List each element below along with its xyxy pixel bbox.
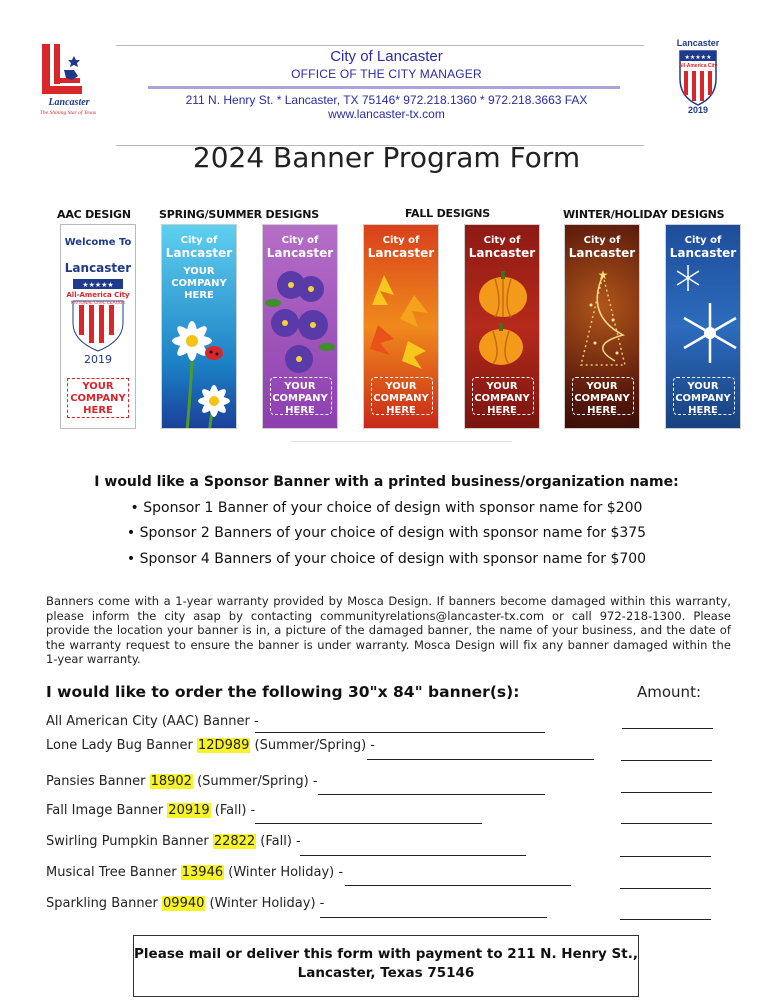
row-pansies-code: 18902 xyxy=(150,774,192,789)
fall-name-text: Lancaster xyxy=(367,246,435,260)
ladybug-yours-3: HERE xyxy=(184,290,214,301)
fall-yours-3: HERE xyxy=(386,405,416,416)
tree-yours-2: COMPANY xyxy=(574,393,630,404)
amount-line-fall[interactable] xyxy=(621,823,712,824)
row-sparkling-pre: Sparkling Banner xyxy=(46,896,163,911)
tree-name-text: Lancaster xyxy=(568,246,636,260)
header-divider xyxy=(148,86,620,89)
row-sparkling-code: 09940 xyxy=(163,896,205,911)
ladybug-yours-2: COMPANY xyxy=(171,278,227,289)
pumpkin-yours-1: YOUR xyxy=(486,381,518,392)
pumpkin-name-text: Lancaster xyxy=(468,246,536,260)
amount-line-pumpkin[interactable] xyxy=(620,856,711,857)
row-fall-post: (Fall) - xyxy=(210,803,256,818)
logo-tagline: The Shining Star of Texas xyxy=(39,110,97,116)
amount-heading: Amount: xyxy=(637,683,701,701)
label-spring-summer: SPRING/SUMMER DESIGNS xyxy=(159,208,319,221)
fall-company-box xyxy=(371,377,433,415)
row-aac-label: All American City (AAC) Banner - xyxy=(46,714,259,729)
banner-musical-tree[interactable] xyxy=(564,224,640,429)
row-fall-pre: Fall Image Banner xyxy=(46,803,168,818)
sparkling-yours-3: HERE xyxy=(688,405,718,416)
aac-yours-3: HERE xyxy=(83,405,113,416)
ladybug-city-text: City of xyxy=(180,235,218,246)
row-tree-pre: Musical Tree Banner xyxy=(46,865,181,880)
sponsor-heading: I would like a Sponsor Banner with a printed business/organization name: xyxy=(94,474,679,490)
label-fall: FALL DESIGNS xyxy=(405,207,491,220)
pansies-company-box xyxy=(270,377,332,415)
daisy-ladybug-icon xyxy=(162,301,237,429)
order-line-pansies[interactable] xyxy=(318,794,545,795)
snowflake-icon xyxy=(666,261,741,381)
aac-yours xyxy=(61,381,135,417)
all-america-city-logo xyxy=(672,38,724,118)
pumpkin-company-box xyxy=(472,377,534,415)
sponsor-option-2: • Sponsor 2 Banners of your choice of design with sponsor name for $375 xyxy=(126,525,647,541)
row-tree-post: (Winter Holiday) - xyxy=(224,865,344,880)
logo-name: Lancaster xyxy=(48,97,90,108)
sparkling-yours-2: COMPANY xyxy=(675,393,731,404)
pansies-yours-2: COMPANY xyxy=(272,393,328,404)
order-row-aac xyxy=(46,714,259,729)
ladybug-name-text: Lancaster xyxy=(165,246,233,260)
row-fall-code: 20919 xyxy=(168,803,210,818)
pansy-flowers-icon xyxy=(263,263,338,383)
sparkling-city-text: City of xyxy=(684,235,722,246)
aac-name: Lancaster xyxy=(64,261,132,275)
order-line-lady-bug[interactable] xyxy=(367,759,594,760)
row-sparkling-post: (Winter Holiday) - xyxy=(205,896,325,911)
mail-instructions-box xyxy=(133,935,639,997)
sparkling-yours-1: YOUR xyxy=(687,381,719,392)
pumpkin-icon xyxy=(465,265,540,375)
order-line-pumpkin[interactable] xyxy=(300,855,526,856)
pumpkin-city-text: City of xyxy=(483,235,521,246)
aac-award: All-America City xyxy=(66,291,130,299)
label-aac-design: AAC DESIGN xyxy=(57,208,131,221)
amount-line-aac[interactable] xyxy=(622,728,713,729)
pumpkin-yours-3: HERE xyxy=(487,405,517,416)
order-heading: I would like to order the following 30"x 84" banner(s): xyxy=(46,683,520,701)
pansies-name-text: Lancaster xyxy=(266,246,334,260)
banner-fall-image[interactable] xyxy=(363,224,439,429)
order-row-fall xyxy=(46,803,255,818)
tree-company-box xyxy=(572,377,634,415)
order-line-sparkling[interactable] xyxy=(320,917,547,918)
row-pumpkin-post: (Fall) - xyxy=(256,834,301,849)
header-address: 211 N. Henry St. * Lancaster, TX 75146* 972.218.1360 * 972.218.3663 FAX xyxy=(185,93,588,107)
warranty-paragraph: Banners come with a 1-year warranty provided by Mosca Design. If banners become damaged within this warranty, please inform the city asap by contacting communityrelations@lancaster-tx.com or call 972-218-1300. Please provide the location your banner is in, a picture of the damaged banner, the name of your business, and the date of the warranty request to ensure the banner is under warranty. Mosca Design will fix any banner damaged within the 1-year warranty. xyxy=(46,594,731,667)
pumpkin-yours-2: COMPANY xyxy=(474,393,530,404)
order-row-tree xyxy=(46,865,343,880)
banner-pansies[interactable] xyxy=(262,224,338,429)
sparkling-company-box xyxy=(673,377,735,415)
banner-lady-bug[interactable] xyxy=(161,224,237,429)
amount-line-tree[interactable] xyxy=(620,888,711,889)
tree-city-text: City of xyxy=(583,235,621,246)
label-winter-holiday: WINTER/HOLIDAY DESIGNS xyxy=(563,208,725,221)
svg-text:★: ★ xyxy=(597,268,609,282)
fall-yours-1: YOUR xyxy=(385,381,417,392)
christmas-tree-icon xyxy=(565,265,640,375)
tree-yours-1: YOUR xyxy=(586,381,618,392)
sponsor-option-1: • Sponsor 1 Banner of your choice of design with sponsor name for $200 xyxy=(130,500,643,516)
mail-instructions-text: Please mail or deliver this form with payment to 211 N. Henry St., Lancaster, Texas 75146 xyxy=(134,946,638,981)
page-title: 2024 Banner Program Form xyxy=(192,141,581,174)
pansies-city-text: City of xyxy=(281,235,319,246)
ladybug-yours xyxy=(162,266,236,302)
banner-swirling-pumpkin[interactable] xyxy=(464,224,540,429)
header-office: OFFICE OF THE CITY MANAGER xyxy=(291,67,482,81)
order-line-tree[interactable] xyxy=(345,885,571,886)
order-row-pumpkin xyxy=(46,834,301,849)
fall-leaves-icon xyxy=(364,265,439,375)
svg-text:★★★★★: ★★★★★ xyxy=(684,55,712,61)
aac-year: 2019 xyxy=(84,353,112,366)
row-ladybug-code: 12D989 xyxy=(198,738,250,753)
row-pumpkin-pre: Swirling Pumpkin Banner xyxy=(46,834,213,849)
amount-line-pansies[interactable] xyxy=(621,792,712,793)
sponsor-option-3: • Sponsor 4 Banners of your choice of design with sponsor name for $700 xyxy=(126,551,647,567)
aac-welcome: Welcome To xyxy=(64,237,132,248)
svg-text:★★★★★: ★★★★★ xyxy=(82,282,114,289)
ladybug-yours-1: YOUR xyxy=(183,266,215,277)
header-city: City of Lancaster xyxy=(330,48,443,65)
aac-yours-1: YOUR xyxy=(82,381,114,392)
amount-line-sparkling[interactable] xyxy=(620,919,711,920)
row-tree-code: 13946 xyxy=(181,865,224,880)
pansies-yours-3: HERE xyxy=(285,405,315,416)
logo-right-title: Lancaster xyxy=(676,38,720,48)
order-row-pansies xyxy=(46,774,318,789)
banner-sparkling[interactable] xyxy=(665,224,741,429)
header-website[interactable]: www.lancaster-tx.com xyxy=(328,107,445,121)
row-ladybug-pre: Lone Lady Bug Banner xyxy=(46,738,198,753)
order-row-lady-bug xyxy=(46,738,375,753)
row-pansies-post: (Summer/Spring) - xyxy=(192,774,318,789)
row-pumpkin-code: 22822 xyxy=(213,834,256,849)
aac-league: NATIONAL CIVIC LEAGUE xyxy=(70,300,126,305)
logo-right-year: 2019 xyxy=(687,105,709,115)
pansies-yours-1: YOUR xyxy=(284,381,316,392)
order-row-sparkling xyxy=(46,896,324,911)
row-pansies-pre: Pansies Banner xyxy=(46,774,150,789)
logo-right-sub: All-America City xyxy=(678,63,718,69)
row-ladybug-post: (Summer/Spring) - xyxy=(250,738,375,753)
tree-yours-3: HERE xyxy=(587,405,617,416)
order-line-fall[interactable] xyxy=(255,823,482,824)
aac-yours-2: COMPANY xyxy=(70,393,126,404)
sparkling-name-text: Lancaster xyxy=(669,246,737,260)
banner-aac[interactable] xyxy=(60,224,136,429)
order-line-aac[interactable] xyxy=(255,732,545,733)
amount-line-lady-bug[interactable] xyxy=(621,760,712,761)
fall-city-text: City of xyxy=(382,235,420,246)
fall-yours-2: COMPANY xyxy=(373,393,429,404)
